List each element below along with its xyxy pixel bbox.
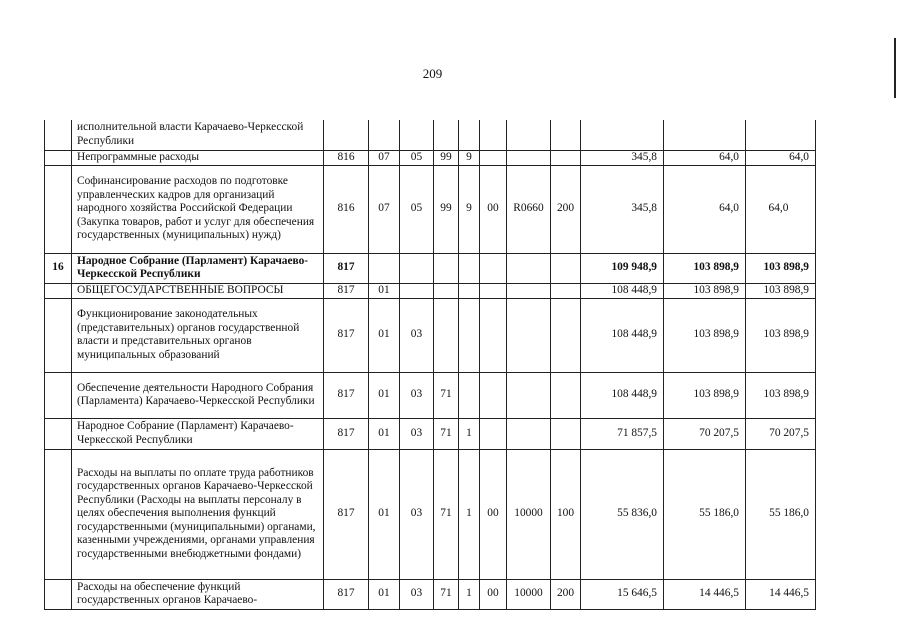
amount-year-3: 103 898,9: [746, 298, 816, 372]
code-cs2: [459, 372, 480, 418]
row-number: 16: [45, 253, 72, 283]
code-cs3: [480, 120, 507, 150]
row-description: Расходы на выплаты по оплате труда работников государственных органов Карачаево-Черкесской Республики (Расходы на выплаты персоналу в целях обеспечения выполнения функций государственными (муниципальными) органами, казенными учреждениями, органами управления государственными внебюджетными фондами): [72, 449, 324, 579]
amount-year-2: 103 898,9: [664, 298, 746, 372]
code-rz: 01: [369, 449, 400, 579]
code-pr: [400, 253, 434, 283]
table-row: [45, 449, 816, 579]
code-cs1: 71: [434, 372, 459, 418]
amount-year-1: 108 448,9: [581, 298, 664, 372]
code-rz: 01: [369, 579, 400, 609]
code-cs3: [480, 150, 507, 165]
amount-year-1: [581, 120, 664, 150]
row-number: [45, 372, 72, 418]
code-rz: 01: [369, 298, 400, 372]
table-row: [45, 253, 816, 283]
code-gr: 817: [324, 418, 369, 449]
amount-year-1: 345,8: [581, 165, 664, 253]
row-number: [45, 449, 72, 579]
row-description: Народное Собрание (Парламент) Карачаево-Черкесской Республики: [72, 253, 324, 283]
row-description: исполнительной власти Карачаево-Черкесской Республики: [72, 120, 324, 150]
row-description: Функционирование законодательных (представительных) органов государственной власти и представительных органов муниципальных образований: [72, 298, 324, 372]
code-cs4: [507, 372, 551, 418]
code-pr: 03: [400, 449, 434, 579]
code-rz: 01: [369, 418, 400, 449]
scan-edge-mark: [894, 38, 896, 98]
table-row: [45, 298, 816, 372]
code-vr: [551, 298, 581, 372]
code-rz: 01: [369, 283, 400, 298]
row-number: [45, 283, 72, 298]
code-cs4: [507, 253, 551, 283]
amount-year-2: 14 446,5: [664, 579, 746, 609]
amount-year-3: 64,0: [746, 165, 816, 253]
table-row: [45, 418, 816, 449]
code-pr: 05: [400, 150, 434, 165]
page-number: 209: [422, 66, 443, 81]
amount-year-3: 103 898,9: [746, 283, 816, 298]
code-vr: [551, 283, 581, 298]
code-gr: 816: [324, 165, 369, 253]
code-cs2: 1: [459, 418, 480, 449]
code-gr: 816: [324, 150, 369, 165]
amount-year-1: 108 448,9: [581, 372, 664, 418]
row-description: Народное Собрание (Парламент) Карачаево-Черкесской Республики: [72, 418, 324, 449]
code-cs2: [459, 253, 480, 283]
code-rz: 07: [369, 150, 400, 165]
row-description: Обеспечение деятельности Народного Собрания (Парламента) Карачаево-Черкесской Республики: [72, 372, 324, 418]
code-pr: [400, 283, 434, 298]
code-cs3: [480, 283, 507, 298]
code-cs4: [507, 120, 551, 150]
row-description: ОБЩЕГОСУДАРСТВЕННЫЕ ВОПРОСЫ: [72, 283, 324, 298]
amount-year-2: 64,0: [664, 165, 746, 253]
row-number: [45, 418, 72, 449]
code-vr: [551, 372, 581, 418]
amount-year-2: [664, 120, 746, 150]
code-pr: 03: [400, 579, 434, 609]
code-cs4: 10000: [507, 449, 551, 579]
code-gr: 817: [324, 298, 369, 372]
table-row: [45, 150, 816, 165]
code-cs1: 71: [434, 449, 459, 579]
amount-year-1: 108 448,9: [581, 283, 664, 298]
code-vr: [551, 418, 581, 449]
code-vr: [551, 120, 581, 150]
amount-year-3: 55 186,0: [746, 449, 816, 579]
amount-year-2: 70 207,5: [664, 418, 746, 449]
code-cs3: 00: [480, 579, 507, 609]
code-cs2: [459, 120, 480, 150]
code-vr: 100: [551, 449, 581, 579]
code-gr: 817: [324, 579, 369, 609]
code-cs2: 1: [459, 579, 480, 609]
code-rz: [369, 120, 400, 150]
code-gr: 817: [324, 283, 369, 298]
code-pr: [400, 120, 434, 150]
code-vr: 200: [551, 579, 581, 609]
code-pr: 05: [400, 165, 434, 253]
code-cs1: [434, 120, 459, 150]
code-cs3: 00: [480, 165, 507, 253]
code-cs2: [459, 283, 480, 298]
code-cs1: [434, 283, 459, 298]
code-cs4: R0660: [507, 165, 551, 253]
table-row: [45, 165, 816, 253]
code-pr: 03: [400, 372, 434, 418]
code-cs1: 71: [434, 579, 459, 609]
code-cs3: [480, 372, 507, 418]
row-number: [45, 298, 72, 372]
code-vr: [551, 253, 581, 283]
code-gr: 817: [324, 449, 369, 579]
row-number: [45, 579, 72, 609]
code-cs2: 9: [459, 165, 480, 253]
code-rz: 01: [369, 372, 400, 418]
amount-year-3: 14 446,5: [746, 579, 816, 609]
code-rz: [369, 253, 400, 283]
amount-year-3: 70 207,5: [746, 418, 816, 449]
table-row: [45, 372, 816, 418]
row-description: Непрограммные расходы: [72, 150, 324, 165]
code-cs3: [480, 253, 507, 283]
amount-year-3: 103 898,9: [746, 253, 816, 283]
code-pr: 03: [400, 418, 434, 449]
code-cs1: 99: [434, 165, 459, 253]
budget-table: [44, 120, 816, 610]
row-description: Расходы на обеспечение функций государственных органов Карачаево-: [72, 579, 324, 609]
code-vr: [551, 150, 581, 165]
code-cs4: 10000: [507, 579, 551, 609]
table-row: [45, 283, 816, 298]
table-row: [45, 579, 816, 609]
code-cs1: [434, 298, 459, 372]
code-cs4: [507, 418, 551, 449]
code-cs4: [507, 150, 551, 165]
code-cs4: [507, 283, 551, 298]
code-pr: 03: [400, 298, 434, 372]
code-gr: 817: [324, 253, 369, 283]
code-cs3: [480, 418, 507, 449]
row-number: [45, 165, 72, 253]
row-number: [45, 150, 72, 165]
code-rz: 07: [369, 165, 400, 253]
amount-year-3: 64,0: [746, 150, 816, 165]
code-cs2: 1: [459, 449, 480, 579]
code-gr: [324, 120, 369, 150]
row-number: [45, 120, 72, 150]
code-cs3: [480, 298, 507, 372]
amount-year-3: 103 898,9: [746, 372, 816, 418]
row-description: Софинансирование расходов по подготовке управленческих кадров для организаций народного хозяйства Российской Федерации (Закупка товаров, работ и услуг для обеспечения государственных (муниципальных) нужд): [72, 165, 324, 253]
code-gr: 817: [324, 372, 369, 418]
code-cs2: 9: [459, 150, 480, 165]
amount-year-3: [746, 120, 816, 150]
amount-year-2: 103 898,9: [664, 283, 746, 298]
amount-year-1: 345,8: [581, 150, 664, 165]
code-cs1: 71: [434, 418, 459, 449]
code-cs3: 00: [480, 449, 507, 579]
code-cs1: 99: [434, 150, 459, 165]
table-row: [45, 120, 816, 150]
amount-year-1: 109 948,9: [581, 253, 664, 283]
code-cs2: [459, 298, 480, 372]
code-cs1: [434, 253, 459, 283]
amount-year-2: 103 898,9: [664, 372, 746, 418]
amount-year-2: 103 898,9: [664, 253, 746, 283]
amount-year-1: 55 836,0: [581, 449, 664, 579]
code-cs4: [507, 298, 551, 372]
amount-year-1: 15 646,5: [581, 579, 664, 609]
code-vr: 200: [551, 165, 581, 253]
amount-year-2: 55 186,0: [664, 449, 746, 579]
amount-year-2: 64,0: [664, 150, 746, 165]
amount-year-1: 71 857,5: [581, 418, 664, 449]
